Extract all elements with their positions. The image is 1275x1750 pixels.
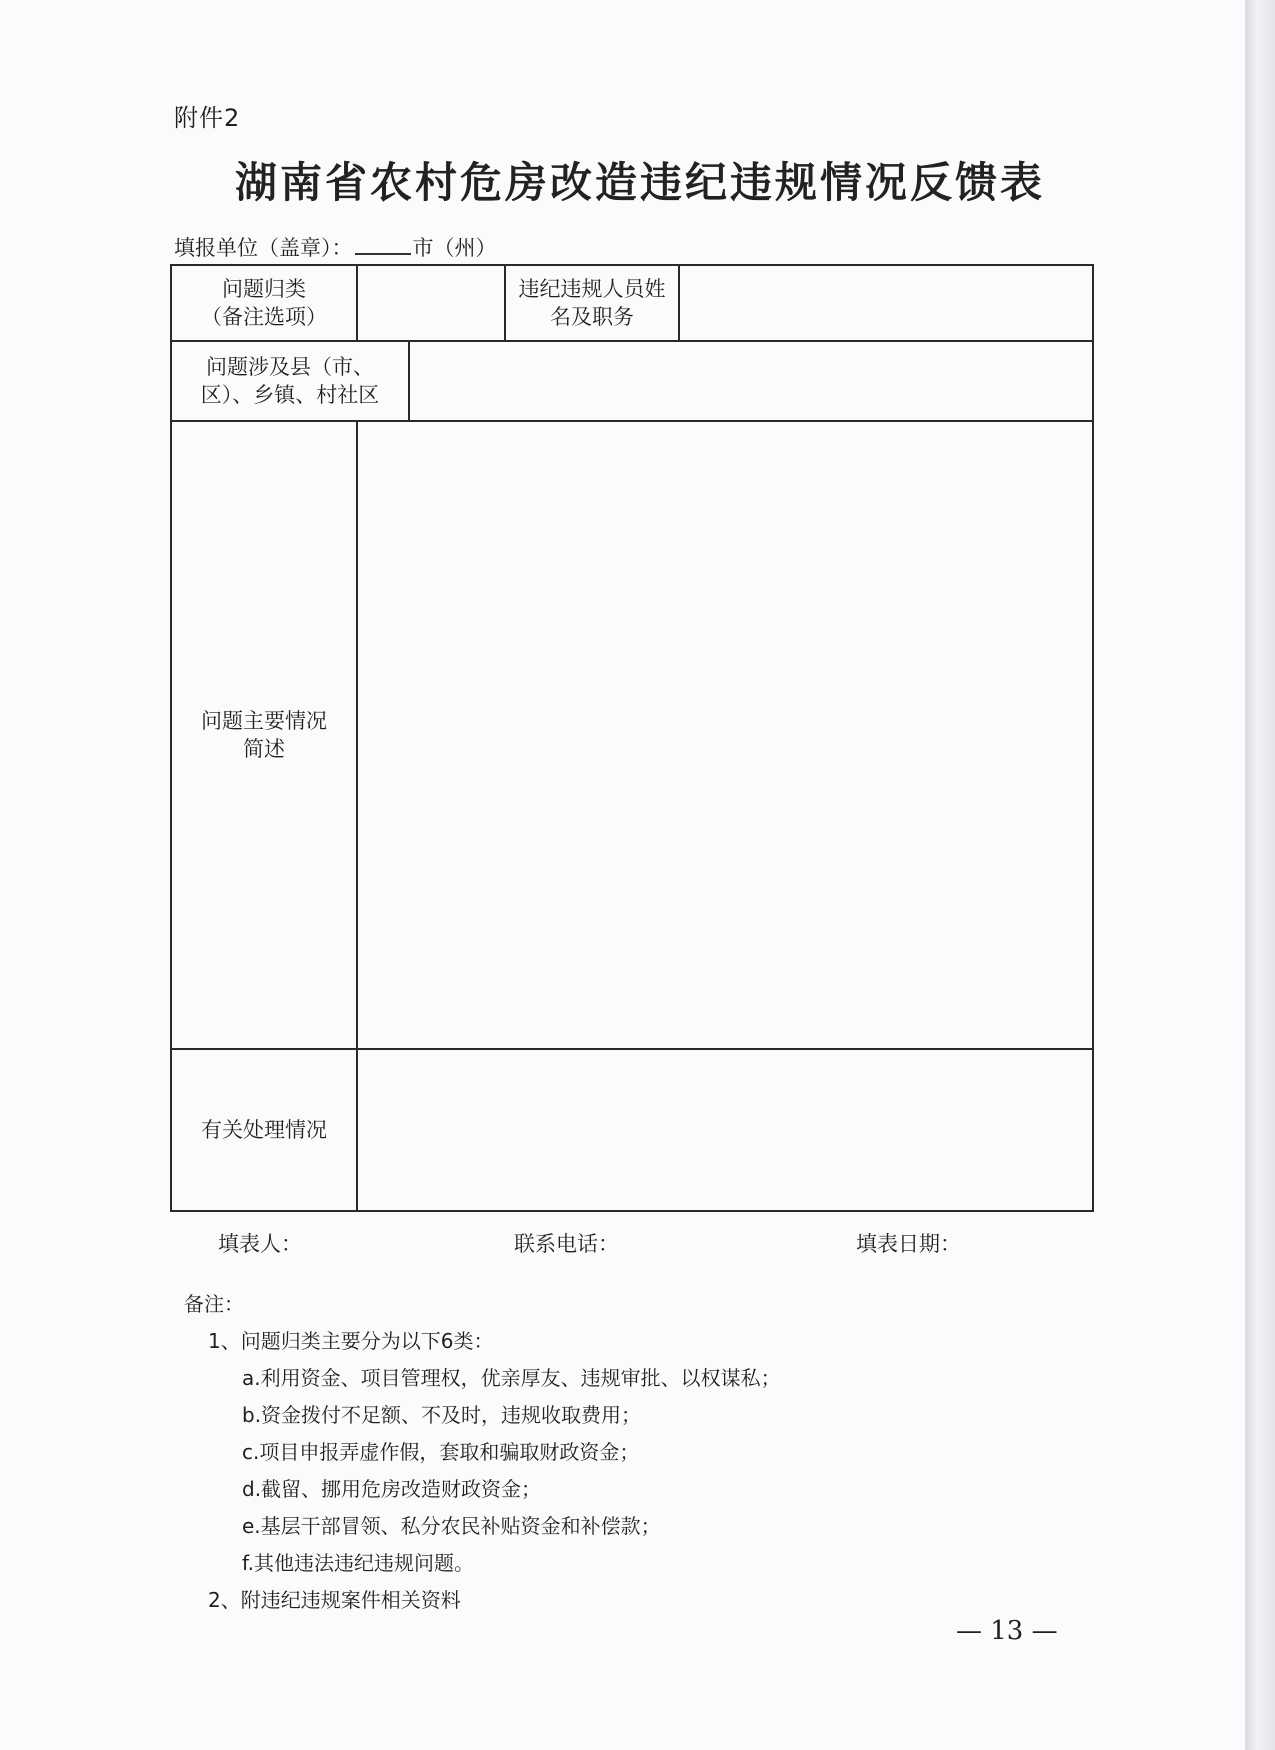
category-label: 问题归类 （备注选项） — [172, 266, 358, 340]
date-label: 填表日期： — [856, 1232, 961, 1256]
fill-unit-line — [174, 232, 497, 262]
table-row-handling — [172, 1050, 1092, 1210]
location-value-cell[interactable] — [410, 342, 1092, 420]
note-item-1: 1、问题归类主要分为以下6类： — [208, 1329, 494, 1353]
attachment-label: 附件2 — [174, 104, 241, 132]
table-row-summary — [172, 422, 1092, 1050]
filler-label: 填表人： — [218, 1232, 302, 1256]
notes-heading: 备注： — [184, 1292, 244, 1316]
note-category-c: c.项目申报弄虚作假，套取和骗取财政资金； — [242, 1440, 640, 1464]
note-category-a: a.利用资金、项目管理权，优亲厚友、违规审批、以权谋私； — [242, 1366, 781, 1390]
fill-unit-label: 填报单位（盖章）： — [174, 236, 353, 260]
notes-section — [184, 1286, 781, 1619]
person-value-cell[interactable] — [680, 266, 1092, 340]
note-category-d: d.截留、挪用危房改造财政资金； — [242, 1477, 542, 1501]
page-edge — [1245, 0, 1275, 1750]
summary-label: 问题主要情况 简述 — [172, 422, 358, 1048]
table-row-category — [172, 266, 1092, 342]
location-label: 问题涉及县（市、 区）、乡镇、村社区 — [172, 342, 410, 420]
note-item-2: 2、附违纪违规案件相关资料 — [208, 1588, 461, 1612]
person-label: 违纪违规人员姓 名及职务 — [506, 266, 680, 340]
summary-value-cell[interactable] — [358, 422, 1092, 1048]
fill-unit-suffix: 市（州） — [412, 236, 497, 260]
note-category-e: e.基层干部冒领、私分农民补贴资金和补偿款； — [242, 1514, 661, 1538]
page-number: — 13 — — [956, 1616, 1058, 1646]
category-value-cell[interactable] — [358, 266, 506, 340]
handling-value-cell[interactable] — [358, 1050, 1092, 1210]
phone-label: 联系电话： — [514, 1232, 619, 1256]
fill-unit-blank[interactable] — [355, 253, 411, 255]
feedback-table — [170, 264, 1094, 1212]
note-category-f: f.其他违法违纪违规问题。 — [242, 1551, 474, 1575]
form-title: 湖南省农村危房改造违纪违规情况反馈表 — [234, 158, 1045, 207]
note-category-b: b.资金拨付不足额、不及时，违规收取费用； — [242, 1403, 642, 1427]
table-row-location — [172, 342, 1092, 422]
handling-label: 有关处理情况 — [172, 1050, 358, 1210]
